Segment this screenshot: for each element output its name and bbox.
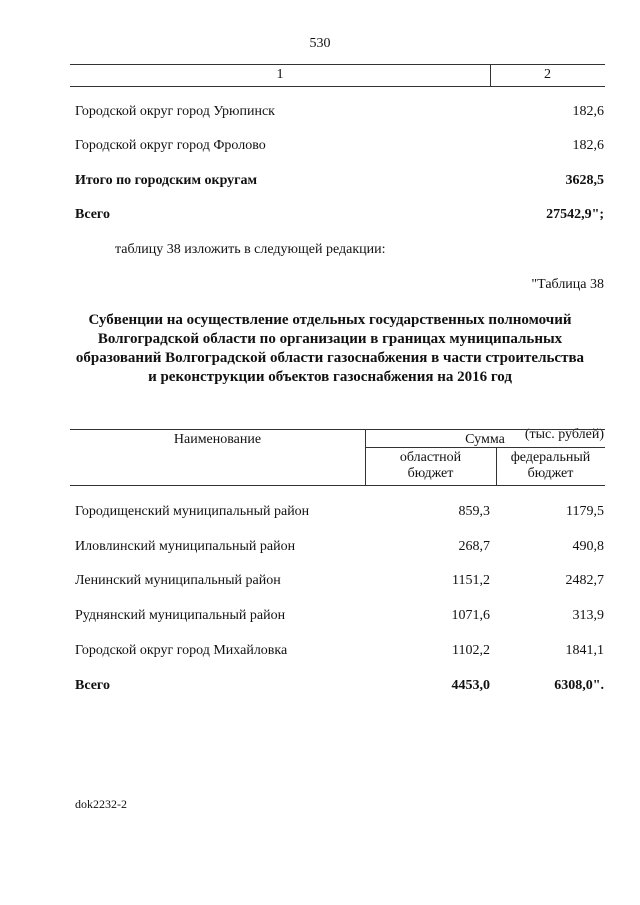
main-table-row-name: Городской округ город Михайловка: [75, 643, 288, 658]
units-label: (тыс. рублей): [524, 427, 604, 442]
main-table-row-federal: 490,8: [572, 539, 604, 554]
top-table-grand-total-value: 27542,9";: [546, 207, 604, 222]
main-table-row-regional: 268,7: [458, 539, 490, 554]
main-table-total-regional: 4453,0: [451, 678, 490, 693]
main-table-row-name: Городищенский муниципальный район: [75, 504, 310, 519]
header-sum: Сумма: [465, 432, 505, 447]
main-table-row-federal: 313,9: [572, 608, 604, 623]
top-table-rule-bottom: [70, 86, 605, 87]
main-table-total-federal: 6308,0".: [554, 678, 604, 693]
top-table-col-header-1: 1: [276, 67, 284, 82]
main-table-row-name: Руднянский муниципальный район: [75, 608, 286, 623]
caption-line: и реконструкции объектов газоснабжения на 2016 год: [148, 369, 512, 385]
document-code: dok2232-2: [75, 797, 127, 811]
header-regional-budget-line1: областной: [399, 450, 462, 465]
main-table-row-regional: 1071,6: [451, 608, 490, 623]
main-table-row-regional: 1151,2: [452, 573, 490, 588]
header-federal-budget-line1: федеральный: [510, 450, 591, 465]
main-table-row-name: Ленинский муниципальный район: [75, 573, 281, 588]
header-regional-budget-line2: бюджет: [407, 466, 454, 481]
table-caption: [40, 311, 620, 387]
top-table-rule-top: [70, 64, 605, 65]
caption-line: Субвенции на осуществление отдельных государственных полномочий: [88, 312, 572, 328]
header-name: Наименование: [173, 432, 262, 447]
instruction-text: таблицу 38 изложить в следующей редакции:: [115, 242, 386, 257]
top-table-total-name: Итого по городским округам: [75, 173, 258, 188]
main-table-row-federal: 1841,1: [565, 643, 604, 658]
top-table-row-value: 182,6: [572, 104, 604, 119]
top-table-grand-total-name: Всего: [75, 207, 110, 222]
main-table-row-federal: 1179,5: [566, 504, 604, 519]
main-table-row-regional: 859,3: [458, 504, 490, 519]
top-table-row-value: 182,6: [572, 138, 604, 153]
header-federal-budget-line2: бюджет: [527, 466, 574, 481]
caption-line: образований Волгоградской области газоснабжения в части строительства: [75, 350, 585, 366]
top-table-row-name: Городской округ город Фролово: [75, 138, 266, 153]
main-table-rule-top: [70, 429, 605, 430]
page-number: 530: [309, 36, 331, 51]
main-table-rule-header-bottom: [70, 485, 605, 486]
top-table-total-value: 3628,5: [565, 173, 604, 188]
top-table-row-name: Городской округ город Урюпинск: [75, 104, 275, 119]
main-table-total-name: Всего: [75, 678, 110, 693]
top-table-col-header-2: 2: [544, 67, 551, 82]
table-label: "Таблица 38: [531, 277, 604, 292]
main-table-row-regional: 1102,2: [452, 643, 490, 658]
main-table-row-federal: 2482,7: [565, 573, 604, 588]
main-table-row-name: Иловлинский муниципальный район: [75, 539, 296, 554]
caption-line: Волгоградской области по организации в границах муниципальных: [97, 331, 563, 347]
